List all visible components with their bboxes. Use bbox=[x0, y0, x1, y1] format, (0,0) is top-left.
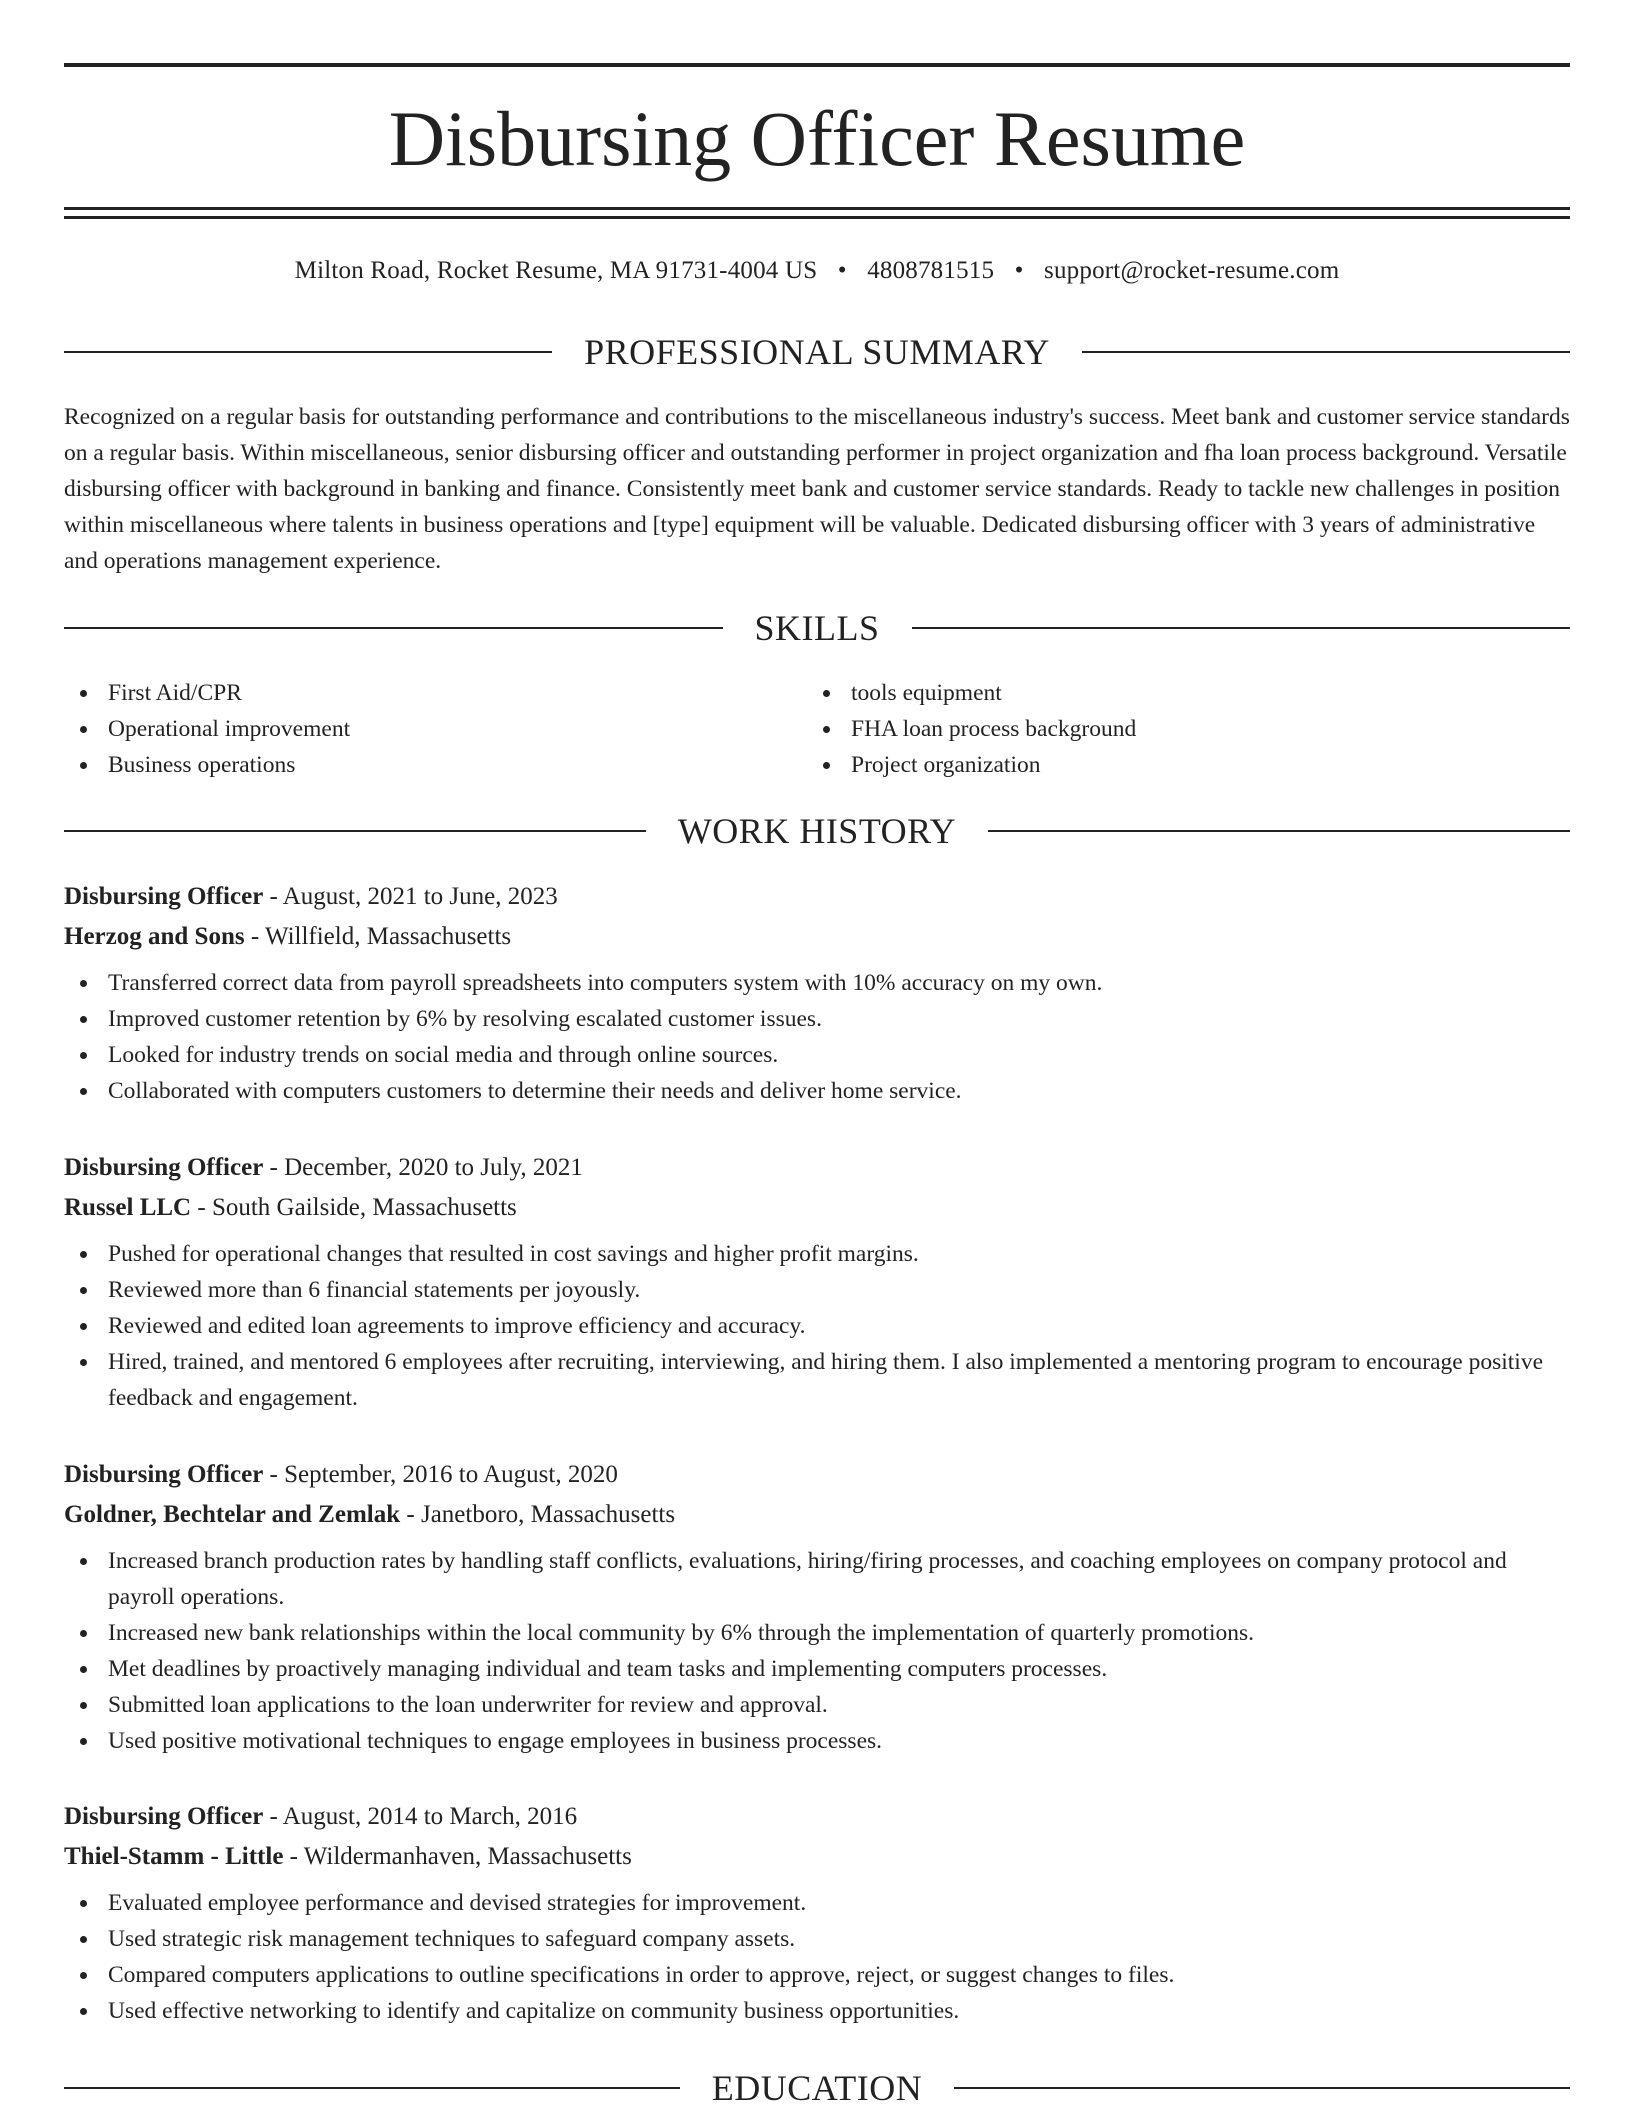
section-label: PROFESSIONAL SUMMARY bbox=[584, 332, 1050, 372]
job-bullet: Hired, trained, and mentored 6 employees after recruiting, interviewing, and hiring them. I also implemented a mentoring program to encourage positive feedback and engagement. bbox=[64, 1344, 1570, 1416]
job-company: Russel LLC bbox=[64, 1194, 192, 1221]
skill-item: Operational improvement bbox=[64, 711, 350, 747]
job-bullet: Increased branch production rates by handling staff conflicts, evaluations, hiring/firing processes, and coaching employees on company protocol and payroll operations. bbox=[64, 1543, 1570, 1615]
job-title-line bbox=[64, 1455, 1570, 1495]
job-bullet: Increased new bank relationships within the local community by 6% through the implementation of quarterly promotions. bbox=[64, 1615, 1570, 1651]
job-bullet: Compared computers applications to outline specifications in order to approve, reject, or suggest changes to files. bbox=[64, 1957, 1570, 1993]
job-bullets bbox=[64, 1236, 1570, 1416]
job-bullet: Reviewed more than 6 financial statements per joyously. bbox=[64, 1272, 1570, 1308]
dash: - bbox=[244, 923, 265, 950]
section-heading-summary bbox=[64, 330, 1570, 374]
job-bullet: Submitted loan applications to the loan underwriter for review and approval. bbox=[64, 1687, 1570, 1723]
job-dates: August, 2014 to March, 2016 bbox=[282, 1803, 578, 1830]
heading-rule bbox=[64, 351, 552, 353]
dash: - bbox=[263, 1154, 285, 1181]
skill-item: Project organization bbox=[807, 747, 1136, 783]
job-entry bbox=[64, 1148, 1570, 1416]
contact-phone: 4808781515 bbox=[867, 257, 995, 284]
skills-list-right bbox=[807, 675, 1136, 783]
dash: - bbox=[263, 1461, 285, 1488]
job-company: Thiel-Stamm - Little bbox=[64, 1843, 284, 1870]
job-bullet: Reviewed and edited loan agreements to improve efficiency and accuracy. bbox=[64, 1308, 1570, 1344]
skill-item: tools equipment bbox=[807, 675, 1136, 711]
job-location: Janetboro, Massachusetts bbox=[420, 1501, 676, 1528]
job-bullet: Collaborated with computers customers to determine their needs and deliver home service. bbox=[64, 1073, 1570, 1109]
job-location: South Gailside, Massachusetts bbox=[211, 1194, 517, 1221]
top-rule bbox=[64, 63, 1570, 67]
job-bullets bbox=[64, 1885, 1570, 2029]
summary-text: Recognized on a regular basis for outstanding performance and contributions to the miscellaneous industry's success. Meet bank and customer service standards on a regular basis. Within miscellaneous, senior disbursing officer and outstanding performer in project organization and fha loan process background. Versatile disbursing officer with background in banking and finance. Consistently meet bank and customer service standards. Ready to tackle new challenges in position within miscellaneous where talents in business operations and [type] equipment will be valuable. Dedicated disbursing officer with 3 years of administrative and operations management experience. bbox=[64, 404, 1570, 574]
job-entry bbox=[64, 877, 1570, 1109]
contact-address: Milton Road, Rocket Resume, MA 91731-4004 US bbox=[294, 257, 818, 284]
title-rule-upper bbox=[64, 207, 1570, 210]
job-company: Herzog and Sons bbox=[64, 923, 245, 950]
skill-item: First Aid/CPR bbox=[64, 675, 350, 711]
dash: - bbox=[263, 883, 283, 910]
heading-rule bbox=[988, 830, 1570, 832]
contact-email: support@rocket-resume.com bbox=[1044, 257, 1340, 284]
skill-item: FHA loan process background bbox=[807, 711, 1136, 747]
heading-rule bbox=[954, 2087, 1570, 2089]
job-title: Disbursing Officer bbox=[64, 883, 264, 910]
heading-rule bbox=[1082, 351, 1570, 353]
job-bullets bbox=[64, 1543, 1570, 1759]
job-title: Disbursing Officer bbox=[64, 1461, 264, 1488]
job-bullet: Pushed for operational changes that resulted in cost savings and higher profit margins. bbox=[64, 1236, 1570, 1272]
heading-rule bbox=[64, 627, 723, 629]
job-bullet: Used positive motivational techniques to engage employees in business processes. bbox=[64, 1723, 1570, 1759]
section-heading-education bbox=[64, 2066, 1570, 2110]
job-dates: December, 2020 to July, 2021 bbox=[284, 1154, 583, 1181]
dash: - bbox=[263, 1803, 283, 1830]
job-company-line bbox=[64, 1837, 1570, 1877]
skill-item: Business operations bbox=[64, 747, 350, 783]
job-bullet: Evaluated employee performance and devised strategies for improvement. bbox=[64, 1885, 1570, 1921]
dash: - bbox=[191, 1194, 212, 1221]
job-dates: August, 2021 to June, 2023 bbox=[282, 883, 558, 910]
job-location: Willfield, Massachusetts bbox=[264, 923, 512, 950]
job-company-line bbox=[64, 917, 1570, 957]
job-bullet: Looked for industry trends on social media and through online sources. bbox=[64, 1037, 1570, 1073]
job-bullets bbox=[64, 965, 1570, 1109]
job-entry bbox=[64, 1455, 1570, 1759]
job-bullet: Used effective networking to identify and capitalize on community business opportunities. bbox=[64, 1993, 1570, 2029]
heading-rule bbox=[64, 830, 646, 832]
section-heading-skills bbox=[64, 606, 1570, 650]
job-bullet: Met deadlines by proactively managing individual and team tasks and implementing computers processes. bbox=[64, 1651, 1570, 1687]
section-heading-work-history bbox=[64, 809, 1570, 853]
contact-separator: • bbox=[1014, 257, 1024, 284]
job-title-line bbox=[64, 1148, 1570, 1188]
resume-title: Disbursing Officer Resume bbox=[388, 95, 1246, 182]
job-bullet: Used strategic risk management techniques to safeguard company assets. bbox=[64, 1921, 1570, 1957]
title-rule-lower bbox=[64, 216, 1570, 219]
contact-separator: • bbox=[837, 257, 847, 284]
job-company: Goldner, Bechtelar and Zemlak bbox=[64, 1501, 401, 1528]
job-dates: September, 2016 to August, 2020 bbox=[284, 1461, 618, 1488]
job-location: Wildermanhaven, Massachusetts bbox=[303, 1843, 632, 1870]
job-title-line bbox=[64, 1797, 1570, 1837]
job-title: Disbursing Officer bbox=[64, 1154, 264, 1181]
job-bullet: Transferred correct data from payroll spreadsheets into computers system with 10% accuracy on my own. bbox=[64, 965, 1570, 1001]
job-title: Disbursing Officer bbox=[64, 1803, 264, 1830]
contact-line bbox=[64, 254, 1570, 288]
dash: - bbox=[283, 1843, 304, 1870]
job-company-line bbox=[64, 1495, 1570, 1535]
dash: - bbox=[400, 1501, 421, 1528]
job-bullet: Improved customer retention by 6% by resolving escalated customer issues. bbox=[64, 1001, 1570, 1037]
section-label: SKILLS bbox=[754, 608, 880, 648]
job-entry bbox=[64, 1797, 1570, 2029]
job-title-line bbox=[64, 877, 1570, 917]
heading-rule bbox=[64, 2087, 680, 2089]
heading-rule bbox=[912, 627, 1571, 629]
skills-list-left bbox=[64, 675, 350, 783]
section-label: EDUCATION bbox=[711, 2068, 923, 2108]
job-company-line bbox=[64, 1188, 1570, 1228]
section-label: WORK HISTORY bbox=[677, 811, 957, 851]
